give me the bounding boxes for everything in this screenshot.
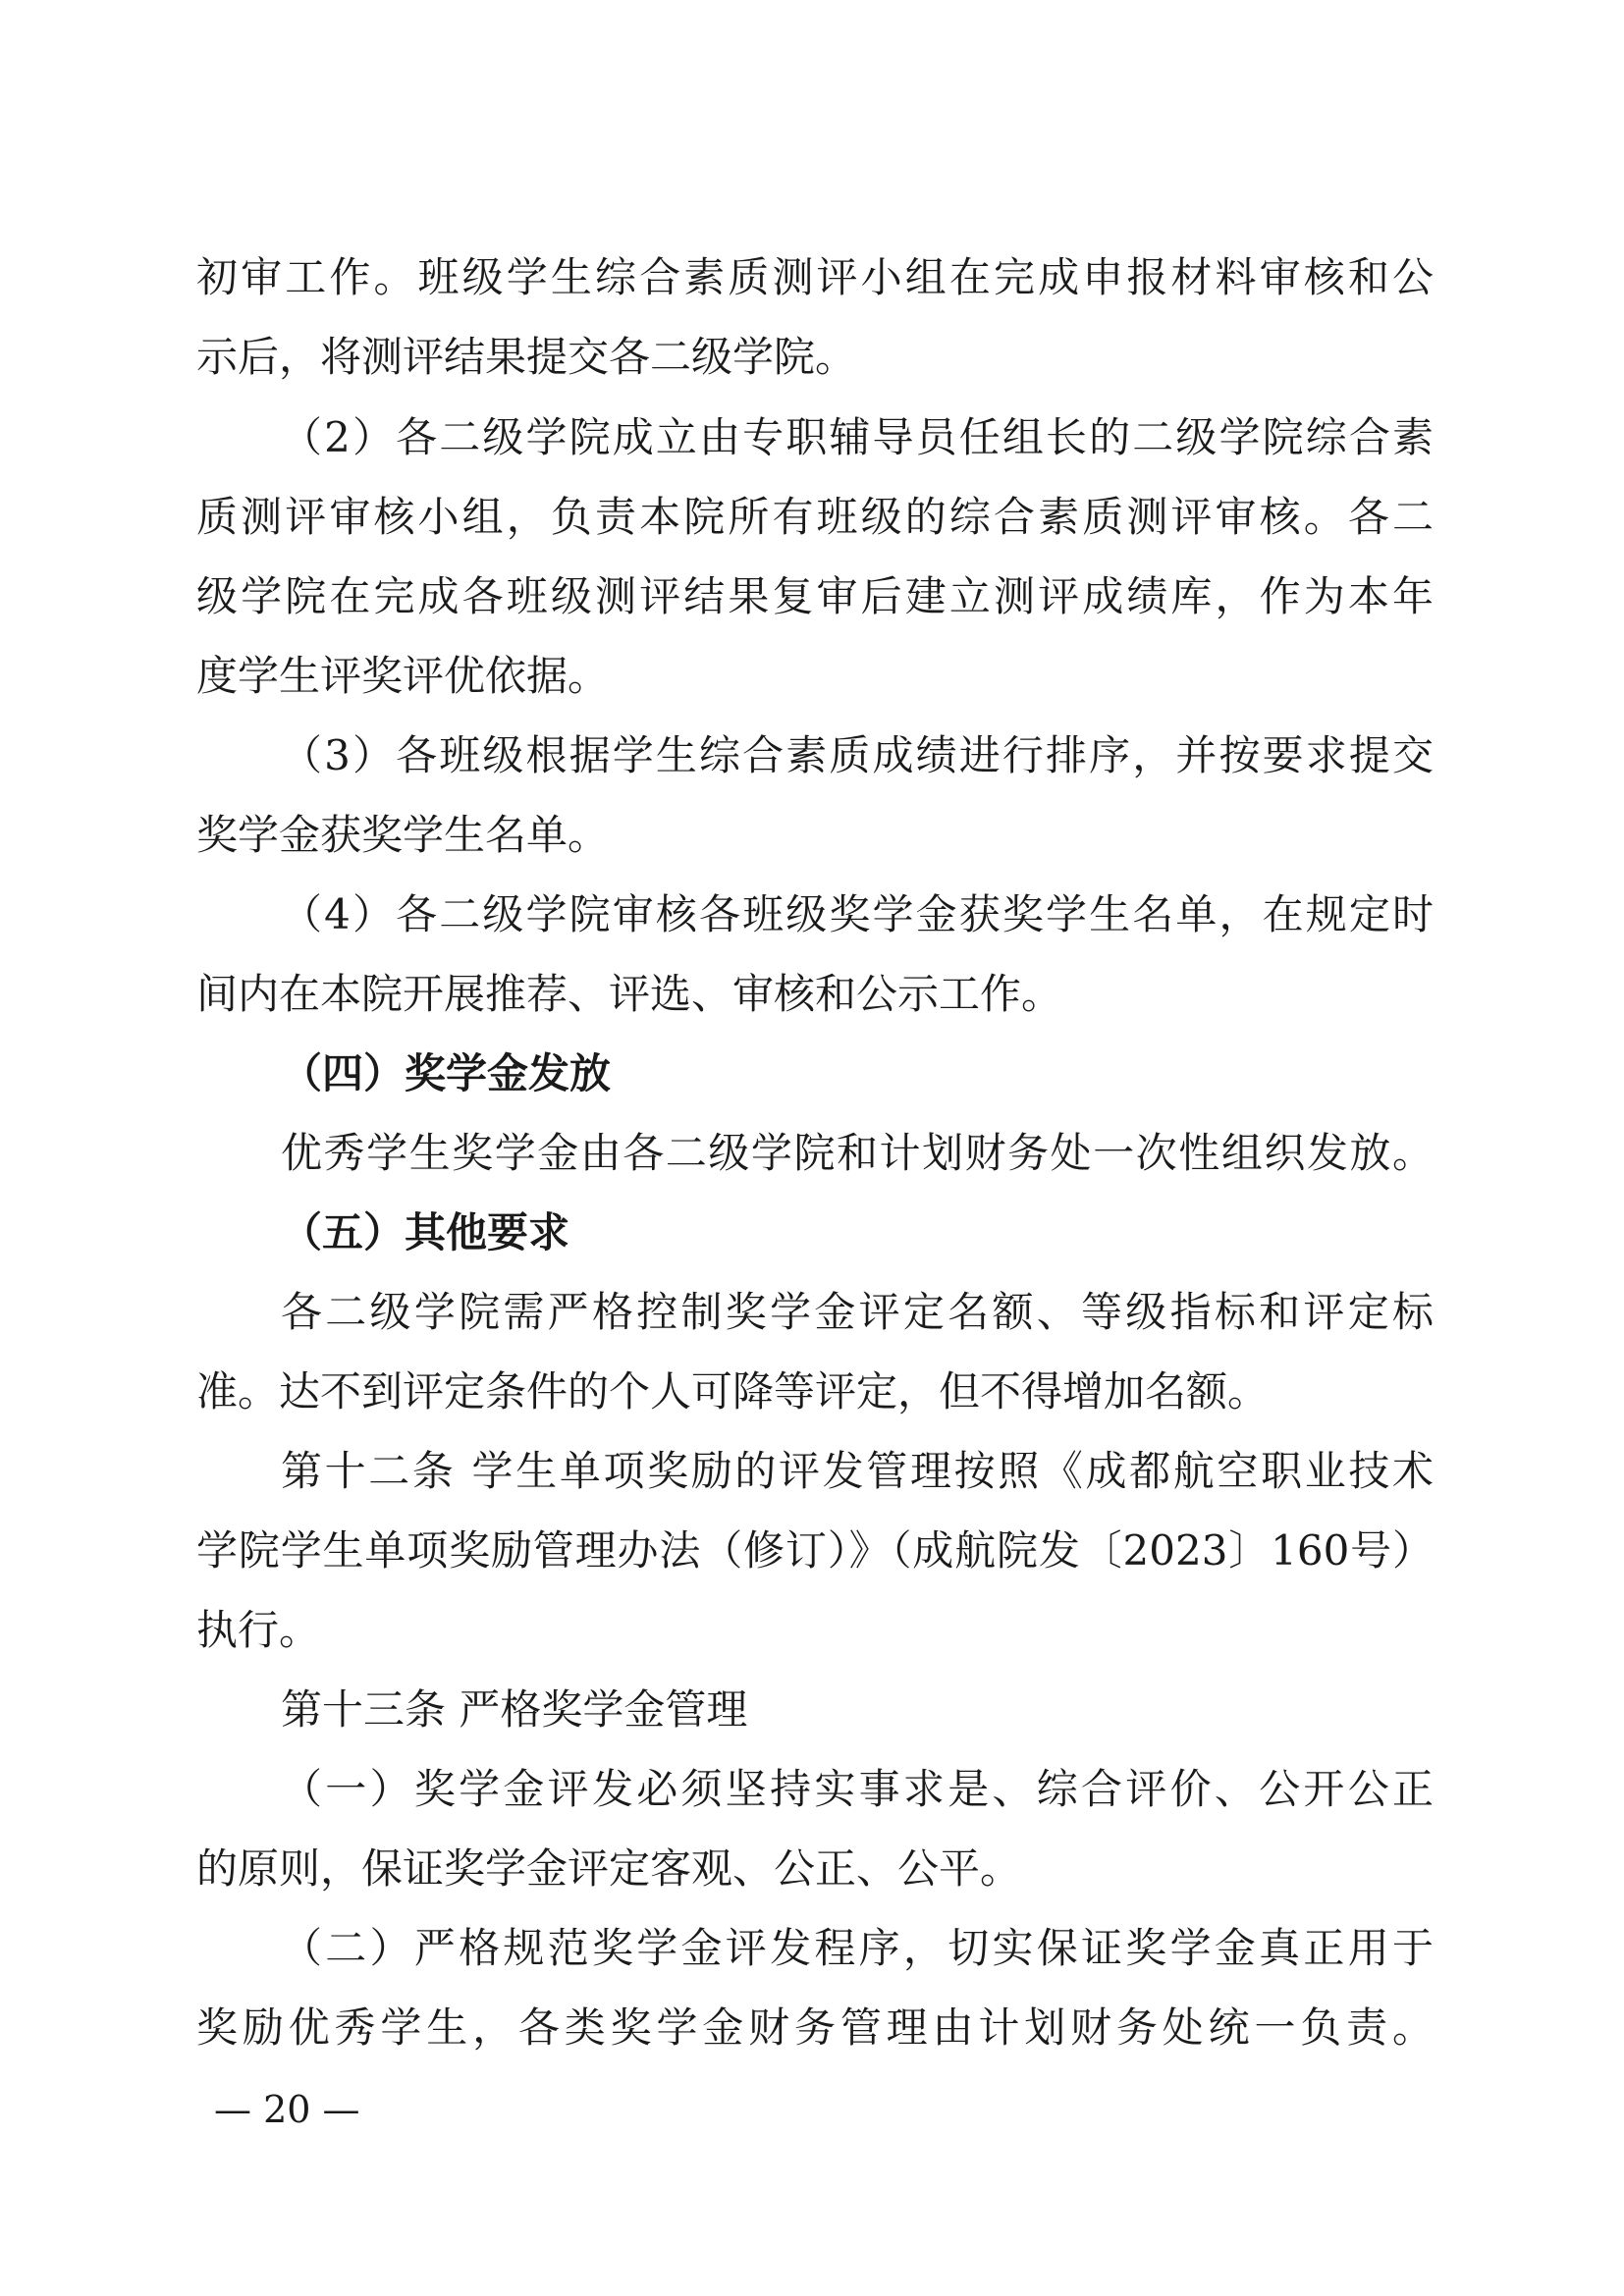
text-line: 奖励优秀学生，各类奖学金财务管理由计划财务处统一负责。 [196, 2003, 1434, 2052]
text-line: 学院学生单项奖励管理办法（修订）》（成航院发〔2023〕160号） [196, 1526, 1434, 1575]
text-line: （4）各二级学院审核各班级奖学金获奖学生名单，在规定时 [281, 890, 1434, 938]
text-line: （2）各二级学院成立由专职辅导员任组长的二级学院综合素 [281, 413, 1434, 461]
text-line: 准。达不到评定条件的个人可降等评定，但不得增加名额。 [196, 1367, 1270, 1415]
text-line: 执行。 [196, 1606, 321, 1654]
section-heading: （四）奖学金发放 [281, 1049, 612, 1097]
text-line: （二）严格规范奖学金评发程序，切实保证奖学金真正用于 [281, 1924, 1434, 1972]
text-line: （3）各班级根据学生综合素质成绩进行排序，并按要求提交 [281, 731, 1434, 779]
text-line: （一）奖学金评发必须坚持实事求是、综合评价、公开公正 [281, 1765, 1434, 1813]
text-line: 第十二条 学生单项奖励的评发管理按照《成都航空职业技术 [281, 1447, 1434, 1495]
text-line: 示后，将测评结果提交各二级学院。 [196, 333, 857, 381]
page-number: — 20 — [214, 2088, 360, 2131]
text-line: 的原则，保证奖学金评定客观、公正、公平。 [196, 1844, 1022, 1893]
text-line: 优秀学生奖学金由各二级学院和计划财务处一次性组织发放。 [281, 1129, 1434, 1177]
text-line: 度学生评奖评优依据。 [196, 652, 610, 700]
section-heading: （五）其他要求 [281, 1208, 570, 1256]
article-heading: 第十三条 严格奖学金管理 [281, 1685, 748, 1734]
text-line: 各二级学院需严格控制奖学金评定名额、等级指标和评定标 [281, 1288, 1434, 1336]
text-line: 奖学金获奖学生名单。 [196, 811, 610, 859]
text-line: 级学院在完成各班级测评结果复审后建立测评成绩库，作为本年 [196, 572, 1434, 620]
text-line: 质测评审核小组，负责本院所有班级的综合素质测评审核。各二 [196, 493, 1434, 541]
text-line: 间内在本院开展推荐、评选、审核和公示工作。 [196, 970, 1063, 1018]
text-line: 初审工作。班级学生综合素质测评小组在完成申报材料审核和公 [196, 253, 1434, 301]
